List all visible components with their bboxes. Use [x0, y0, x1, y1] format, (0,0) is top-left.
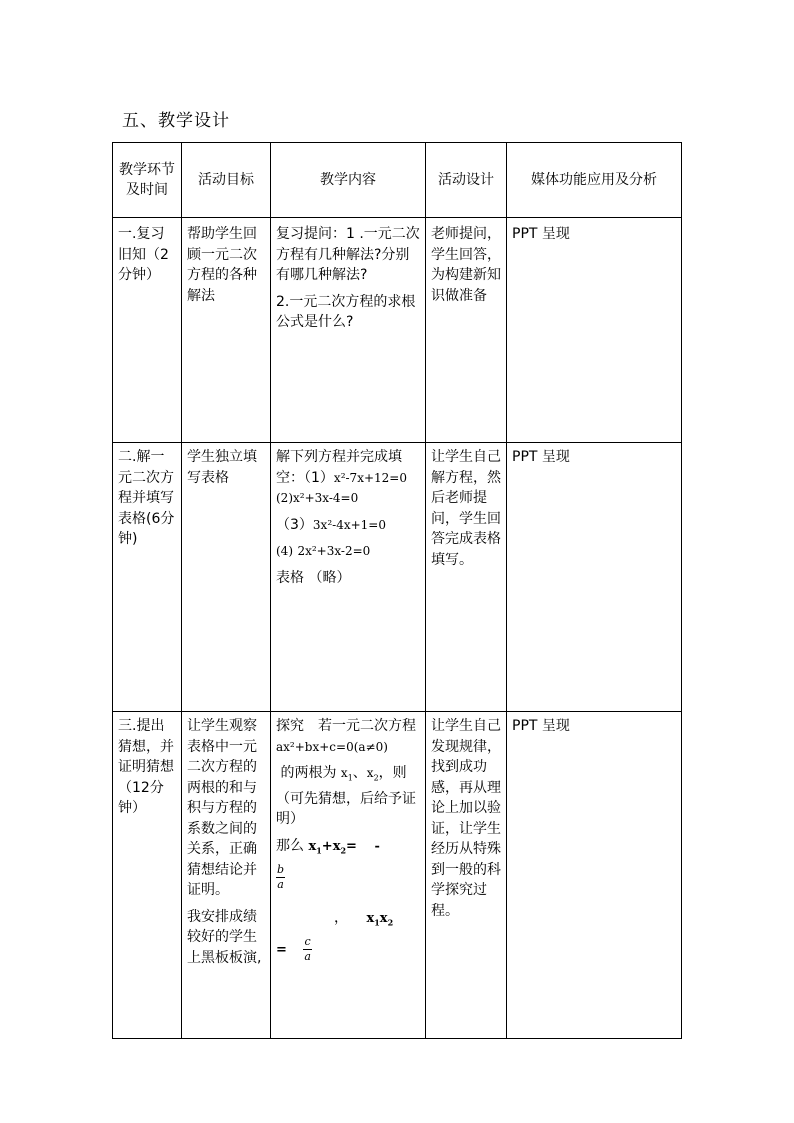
cell-activity: 老师提问，学生回答，为构建新知识做准备	[426, 218, 507, 443]
cell-content	[271, 712, 426, 1039]
lesson-plan-table	[112, 142, 682, 1039]
cell-media: PPT 呈现	[507, 218, 682, 443]
equation-4: 2x²+3x-2=0	[297, 544, 371, 558]
header-goal: 活动目标	[182, 143, 271, 218]
fraction-numerator: b	[277, 862, 285, 876]
content-paragraph: 让学生观察表格中一元二次方程的两根的和与积与方程的系数之间的关系，正确猜想结论并证明。	[187, 718, 257, 898]
content-paragraph: 表格 （略）	[276, 569, 351, 586]
content-paragraph	[276, 737, 420, 758]
product-formula: ， $x_1x_2$	[334, 909, 394, 928]
content-paragraph: 解下列方程并完成填空：（1）x²-7x+12=0(2)x²+3x-4=0	[276, 449, 407, 505]
cell-media: PPT 呈现	[507, 712, 682, 1039]
cell-goal	[182, 712, 271, 1039]
equation-1: x²-7x+12=0	[333, 470, 407, 485]
header-activity: 活动设计	[426, 143, 507, 218]
quadratic-equation: ax²+bx+c=0(a≠0)	[276, 739, 388, 754]
header-media: 媒体功能应用及分析	[507, 143, 682, 218]
fraction-denominator: a	[304, 950, 311, 964]
section-heading: 五、教学设计	[122, 111, 230, 131]
cell-activity: 让学生自己发现规律，找到成功感，再从理论上加以验证，让学生经历从特殊到一般的科学探究过程。	[426, 712, 507, 1039]
content-paragraph: (4) 2x²+3x-2=0	[276, 544, 371, 558]
product-fraction: = $\frac{c}{a}$	[276, 935, 311, 964]
table-row	[113, 443, 682, 712]
cell-goal: 帮助学生回顾一元二次方程的各种解法	[182, 218, 271, 443]
header-stage: 教学环节及时间	[113, 143, 182, 218]
content-paragraph: （3）3x²-4x+1=0	[276, 516, 386, 533]
cell-stage: 三.提出猜想，并证明猜想（12分钟）	[113, 712, 182, 1039]
table-row	[113, 218, 682, 443]
fraction-denominator: a	[277, 877, 284, 891]
content-paragraph: 2.一元二次方程的求根公式是什么?	[276, 293, 416, 330]
content-paragraph: 复习提问：1 .一元二次方程有几种解法?分别有哪几种解法?	[276, 226, 420, 283]
cell-content	[271, 218, 426, 443]
fraction-numerator: c	[304, 935, 311, 949]
header-content: 教学内容	[271, 143, 426, 218]
equation-2: x²+3x-4=0	[293, 491, 359, 505]
table-header-row	[113, 143, 682, 218]
equation-3: 3x²-4x+1=0	[312, 517, 386, 532]
table-row	[113, 712, 682, 1039]
content-paragraph: 的两根为 $x_1$、$x_2$，则（可先猜想，后给予证明）	[276, 765, 416, 828]
sum-fraction	[276, 863, 420, 892]
cell-goal: 学生独立填写表格	[182, 443, 271, 712]
sum-formula: 那么 $x_1+x_2=$ -	[276, 837, 380, 856]
cell-content	[271, 443, 426, 712]
cell-stage: 一.复习旧知（2分钟）	[113, 218, 182, 443]
cell-media: PPT 呈现	[507, 443, 682, 712]
content-paragraph: 探究 若一元二次方程	[276, 718, 416, 734]
cell-activity: 让学生自己解方程，然后老师提问，学生回答完成表格填写。	[426, 443, 507, 712]
content-paragraph: 我安排成绩较好的学生上黑板板演,	[187, 908, 262, 966]
cell-stage: 二.解一元二次方程并填写表格(6分钟)	[113, 443, 182, 712]
